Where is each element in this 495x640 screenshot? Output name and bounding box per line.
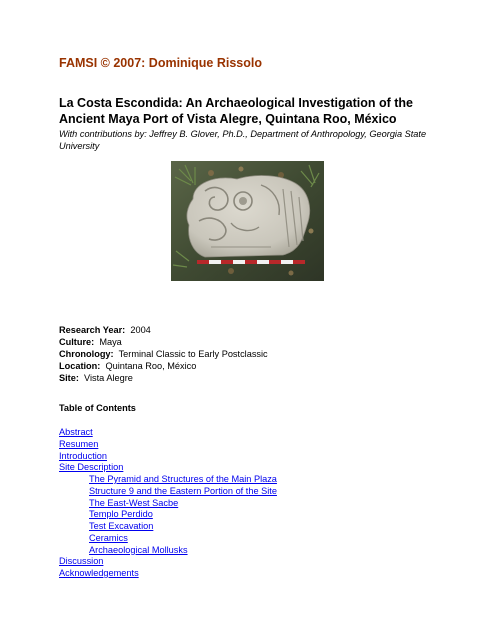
toc-item <box>59 486 277 498</box>
credit-line: FAMSI © 2007: Dominique Rissolo <box>59 56 262 70</box>
metadata-chronology: Chronology: Terminal Classic to Early Postclassic <box>59 349 268 359</box>
toc-item <box>59 474 277 486</box>
toc-item <box>59 451 277 463</box>
toc-item <box>59 462 277 474</box>
toc-link-archaeological-mollusks[interactable]: Archaeological Mollusks <box>89 544 188 555</box>
toc-item <box>59 498 277 510</box>
toc-heading: Table of Contents <box>59 403 136 413</box>
toc-link-east-west-sacbe[interactable]: The East-West Sacbe <box>89 497 179 508</box>
sculpture-photo <box>171 161 324 281</box>
toc-link-main-plaza[interactable]: The Pyramid and Structures of the Main Plaza <box>89 474 277 484</box>
document-title: La Costa Escondida: An Archaeological Investigation of the Ancient Maya Port of Vista Alegre, Quintana Roo, México <box>59 96 413 126</box>
toc-item <box>59 533 277 545</box>
metadata-location: Location: Quintana Roo, México <box>59 361 197 371</box>
metadata-research-year: Research Year: 2004 <box>59 325 151 335</box>
toc-item <box>59 439 277 451</box>
metadata-block <box>59 324 268 384</box>
contributions-line: With contributions by: Jeffrey B. Glover, Ph.D., Department of Anthropology, Georgia State University <box>59 129 427 151</box>
toc-item <box>59 545 277 557</box>
toc-link-acknowledgements[interactable]: Acknowledgements <box>59 568 139 578</box>
metadata-site: Site: Vista Alegre <box>59 373 133 383</box>
toc-item <box>59 568 277 580</box>
toc-item <box>59 556 277 568</box>
toc-link-introduction[interactable]: Introduction <box>59 450 108 461</box>
toc-link-structure-9[interactable]: Structure 9 and the Eastern Portion of the Site <box>89 485 277 496</box>
carved-stone <box>187 176 310 257</box>
toc-link-abstract[interactable]: Abstract <box>59 427 93 437</box>
toc-link-ceramics[interactable]: Ceramics <box>89 532 128 543</box>
toc-link-site-description[interactable]: Site Description <box>59 462 124 473</box>
toc-item <box>59 521 277 533</box>
toc-link-resumen[interactable]: Resumen <box>59 438 99 449</box>
toc-link-templo-perdido[interactable]: Templo Perdido <box>89 509 153 520</box>
photo-scale-bar <box>197 260 305 264</box>
toc-link-test-excavation[interactable]: Test Excavation <box>89 521 154 531</box>
metadata-culture: Culture: Maya <box>59 337 122 347</box>
toc-item <box>59 427 277 439</box>
toc-item <box>59 509 277 521</box>
table-of-contents <box>59 427 277 580</box>
toc-link-discussion[interactable]: Discussion <box>59 556 104 567</box>
